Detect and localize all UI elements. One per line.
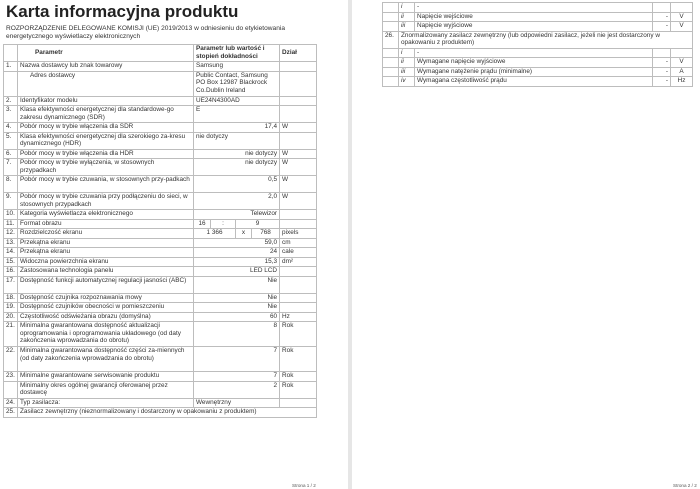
table-row: 22. Minimalna gwarantowana dostępność części za-miennych (od daty zakończenia wprowadzania do obrotu) 7 Rok	[4, 347, 317, 372]
table-row: ii Napięcie wejściowe - V	[383, 12, 693, 22]
table-row: 18. Dostępność czujnika rozpoznawania mowy Nie	[4, 293, 317, 303]
table-row: 25. Zasilacz zewnętrzny (nieznormalizowany i dostarczony w opakowaniu z produktem)	[4, 408, 317, 418]
table-row: 8. Pobór mocy w trybie czuwania, w stosownych przy-padkach 0,5 W	[4, 176, 317, 193]
table-row: 14. Przekątna ekranu 24 cale	[4, 248, 317, 258]
page-number: Strona 2 / 2	[673, 483, 697, 488]
header-param: Parametr	[18, 45, 194, 62]
table-row: iv Wymagana częstotliwość prądu - Hz	[383, 77, 693, 87]
page-number: Strona 1 / 2	[292, 483, 316, 488]
table-row: 4. Pobór mocy w trybie włączenia dla SDR 17,4 W	[4, 123, 317, 133]
table-header-row	[4, 45, 317, 62]
table-row: 20. Częstotliwość odświeżania obrazu (domyślna) 60 Hz	[4, 312, 317, 322]
page-1	[0, 0, 348, 489]
table-row: 17. Dostępność funkcji automatycznej regulacji jasności (ABC) Nie	[4, 276, 317, 293]
table-row: iii Napięcie wyjściowe - V	[383, 22, 693, 32]
table-row: 6. Pobór mocy w trybie włączenia dla HDR nie dotyczy W	[4, 149, 317, 159]
table-row: 19. Dostępność czujników obecności w pomieszczeniu Nie	[4, 303, 317, 313]
table-row: 13. Przekątna ekranu 59,0 cm	[4, 238, 317, 248]
table-row: Adres dostawcy Public Contact, Samsung PO Box 12987 Blackrock Co.Dublin Ireland	[4, 71, 317, 96]
table-row: 11. Format obrazu 16 : 9	[4, 219, 317, 229]
table-row: 9. Pobór mocy w trybie czuwania przy podłączeniu do sieci, w stosownych przypadkach 2,0 W	[4, 193, 317, 210]
table-row: 16. Zastosowana technologia panelu LED LCD	[4, 267, 317, 277]
power-supply-table	[382, 2, 693, 87]
table-row: 12. Rozdzielczość ekranu 1 366 x 768 pixels	[4, 229, 317, 239]
table-row: 15. Widoczna powierzchnia ekranu 15,3 dm²	[4, 257, 317, 267]
table-row: 5. Klasa efektywności energetycznej dla szerokiego za-kresu dynamicznego (HDR) nie dotyczy	[4, 132, 317, 149]
table-row: 1. Nazwa dostawcy lub znak towarowy Samsung	[4, 62, 317, 72]
table-row: 23. Minimalne gwarantowane serwisowanie produktu 7 Rok	[4, 372, 317, 382]
page-2	[352, 0, 700, 489]
table-row: i -	[383, 48, 693, 58]
regulation-subtitle: ROZPORZĄDZENIE DELEGOWANE KOMISJI (UE) 2019/2013 w odniesieniu do etykietowania energetycznego wyświetlaczy elektronicznych	[6, 25, 285, 41]
table-row: ii Wymagane napięcie wyjściowe - V	[383, 58, 693, 68]
table-row: iii Wymagane natężenie prądu (minimalne) - A	[383, 67, 693, 77]
table-row: 10. Kategoria wyświetlacza elektronicznego Telewizor	[4, 210, 317, 220]
table-row: i -	[383, 3, 693, 13]
table-row: 26. Znormalizowany zasilacz zewnętrzny (lub odpowiedni zasilacz, jeżeli nie jest dostarczony w opakowaniu z produktem)	[383, 31, 693, 48]
header-unit: Dział	[280, 45, 317, 62]
table-row: 7. Pobór mocy w trybie wyłączenia, w stosownych przypadkach nie dotyczy W	[4, 159, 317, 176]
table-row: 21. Minimalna gwarantowana dostępność aktualizacji oprogramowania i oprogramowania układowego (od daty zakończenia wprowadzania do obrotu) 8 Rok	[4, 322, 317, 347]
table-row: 3. Klasa efektywności energetycznej dla standardowe-go zakresu dynamicznego (SDR) E	[4, 106, 317, 123]
header-value: Parametr lub wartość i stopień dokładności	[194, 45, 280, 62]
table-row: 2. Identyfikator modelu UE24N4300AD	[4, 96, 317, 106]
page-title: Karta informacyjna produktu	[6, 2, 239, 21]
product-info-table	[3, 44, 317, 418]
table-row: 24. Typ zasilacza: Wewnętrzny	[4, 398, 317, 408]
table-row: Minimalny okres ogólnej gwarancji oferowanej przez dostawcę 2 Rok	[4, 381, 317, 398]
